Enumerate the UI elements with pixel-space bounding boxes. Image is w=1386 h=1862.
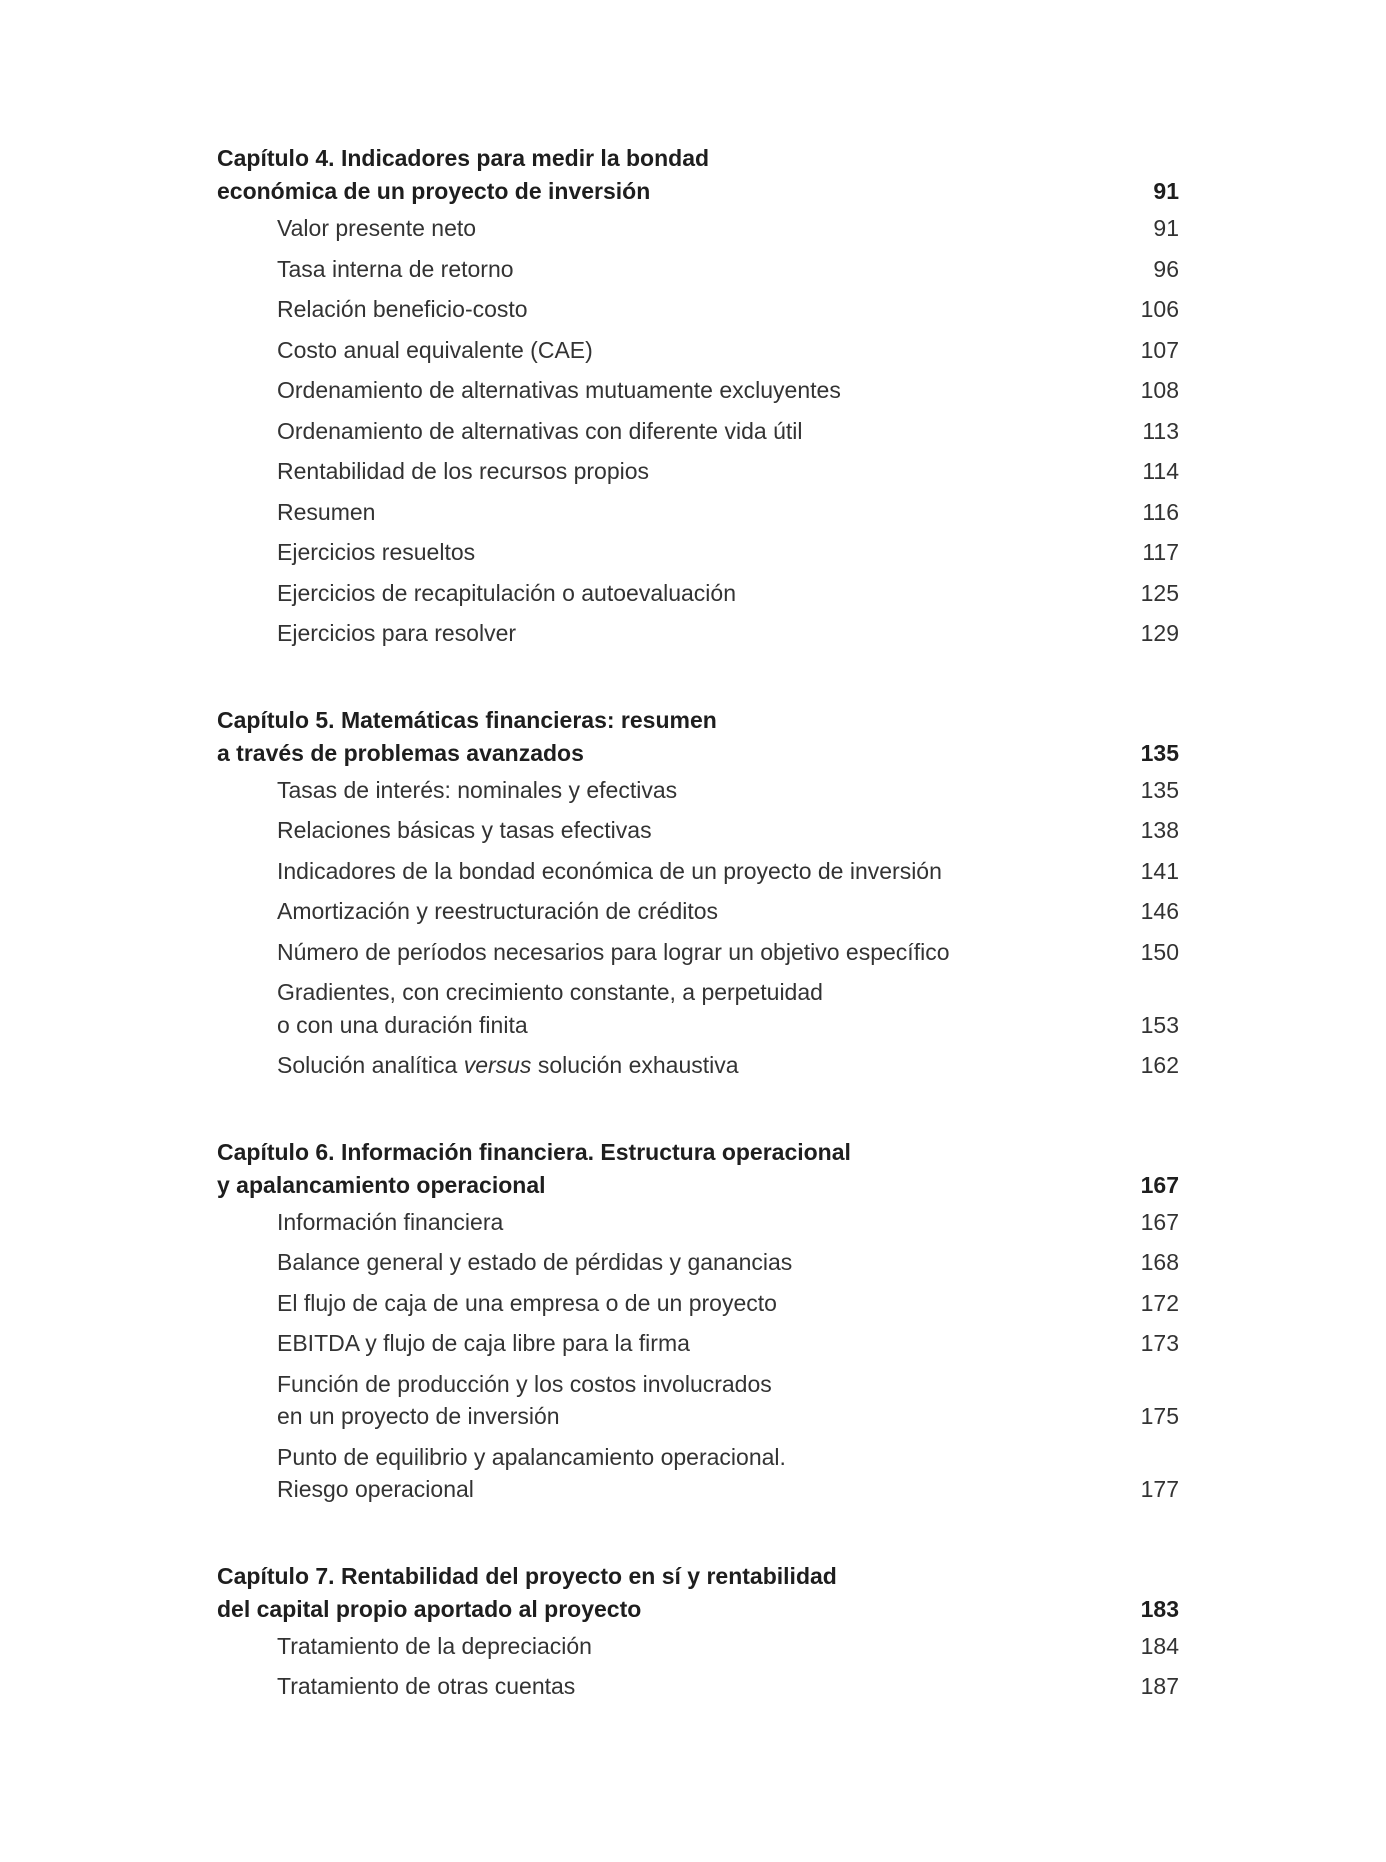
entry-page: 141 (1140, 857, 1179, 884)
entry-title (277, 1441, 1119, 1506)
entry-title-line2: o con una duración finita (277, 1011, 528, 1038)
chapter-page-number: 91 (1153, 178, 1179, 204)
entry-page: 184 (1140, 1632, 1179, 1659)
chapter-7 (217, 1560, 1179, 1703)
toc-entry[interactable] (217, 1670, 1179, 1703)
entry-page: 107 (1140, 336, 1179, 363)
entry-page: 116 (1142, 498, 1179, 525)
toc-entry[interactable] (217, 577, 1179, 610)
toc-entry[interactable] (217, 855, 1179, 888)
entry-page: 135 (1140, 776, 1179, 803)
toc-entry[interactable] (217, 415, 1179, 448)
chapter-title-line2: del capital propio aportado al proyecto (217, 1595, 642, 1622)
chapter-title-line1: Capítulo 4. Indicadores para medir la bondad (217, 145, 710, 171)
entry-title: Tasa interna de retorno (277, 255, 514, 282)
chapter-4 (217, 142, 1179, 650)
entry-title: Ejercicios resueltos (277, 539, 476, 565)
toc-entry[interactable] (217, 253, 1179, 286)
toc-entry[interactable] (217, 936, 1179, 969)
entry-page: 167 (1140, 1208, 1179, 1235)
entry-title: Ejercicios de recapitulación o autoevaluación (277, 579, 737, 606)
entry-list (217, 1206, 1179, 1506)
toc-entry[interactable] (217, 895, 1179, 928)
entry-title (277, 976, 1119, 1041)
toc-entry[interactable] (217, 455, 1179, 488)
toc-entry[interactable] (217, 976, 1179, 1041)
chapter-title-line1: Capítulo 6. Información financiera. Estructura operacional (217, 1138, 851, 1165)
entry-title: Balance general y estado de pérdidas y ganancias (277, 1249, 793, 1275)
toc-entry[interactable] (217, 496, 1179, 529)
toc-entry[interactable] (217, 536, 1179, 569)
chapter-title-line1: Capítulo 5. Matemáticas financieras: resumen (217, 706, 717, 733)
toc-entry[interactable] (217, 814, 1179, 847)
entry-title-line2: Riesgo operacional (277, 1476, 474, 1502)
entry-page: 162 (1140, 1052, 1179, 1078)
toc-entry[interactable] (217, 1368, 1179, 1433)
entry-page: 138 (1140, 817, 1179, 843)
chapter-5 (217, 704, 1179, 1082)
toc-entry[interactable] (217, 374, 1179, 407)
entry-page: 177 (1140, 1476, 1179, 1502)
entry-list (217, 774, 1179, 1082)
chapter-6 (217, 1136, 1179, 1506)
entry-title: Rentabilidad de los recursos propios (277, 458, 650, 484)
entry-title: Ejercicios para resolver (277, 620, 517, 646)
entry-title: Relación beneficio-costo (277, 296, 528, 322)
toc-entry[interactable] (217, 1049, 1179, 1082)
entry-title: EBITDA y flujo de caja libre para la firma (277, 1330, 690, 1356)
entry-page: 173 (1140, 1330, 1179, 1356)
entry-title-line2: en un proyecto de inversión (277, 1403, 560, 1429)
chapter-page-number: 135 (1140, 739, 1179, 766)
entry-title: Resumen (277, 498, 376, 525)
entry-title-pre: Solución analítica (277, 1052, 464, 1078)
chapter-page-number: 183 (1140, 1595, 1179, 1622)
entry-title (277, 1049, 1119, 1082)
entry-title: Tratamiento de otras cuentas (277, 1673, 576, 1699)
chapter-title-line2: a través de problemas avanzados (217, 739, 584, 766)
toc-entry[interactable] (217, 1630, 1179, 1663)
toc-entry[interactable] (217, 293, 1179, 326)
toc-entry[interactable] (217, 1441, 1179, 1506)
entry-page: 187 (1140, 1673, 1179, 1699)
toc-entry[interactable] (217, 212, 1179, 245)
entry-title (277, 1368, 1119, 1433)
entry-page: 113 (1142, 417, 1179, 444)
entry-title-line1: Punto de equilibrio y apalancamiento operacional. (277, 1443, 786, 1470)
chapter-heading (217, 142, 1179, 208)
chapter-title-line2: y apalancamiento operacional (217, 1171, 546, 1198)
entry-list (217, 1630, 1179, 1703)
entry-title-post: solución exhaustiva (531, 1052, 739, 1078)
entry-title: Tasas de interés: nominales y efectivas (277, 776, 678, 803)
chapter-heading (217, 1560, 1179, 1626)
entry-title: Indicadores de la bondad económica de un proyecto de inversión (277, 857, 942, 884)
entry-page: 150 (1140, 938, 1179, 965)
toc-entry[interactable] (217, 1246, 1179, 1279)
chapter-page-number: 167 (1140, 1171, 1179, 1198)
entry-list (217, 212, 1179, 650)
entry-title: Valor presente neto (277, 215, 477, 241)
entry-page: 117 (1142, 539, 1179, 565)
entry-page: 106 (1140, 296, 1179, 322)
chapter-heading (217, 1136, 1179, 1202)
chapter-heading (217, 704, 1179, 770)
entry-title: Ordenamiento de alternativas con diferente vida útil (277, 417, 803, 444)
entry-title: Tratamiento de la depreciación (277, 1632, 592, 1659)
entry-page: 114 (1142, 458, 1179, 484)
table-of-contents (217, 142, 1179, 1757)
entry-title-line1: Gradientes, con crecimiento constante, a perpetuidad (277, 979, 823, 1005)
entry-title: Información financiera (277, 1208, 504, 1235)
entry-page: 175 (1140, 1403, 1179, 1429)
entry-title: Costo anual equivalente (CAE) (277, 336, 593, 363)
entry-title: Relaciones básicas y tasas efectivas (277, 817, 652, 843)
entry-title-line1: Función de producción y los costos involucrados (277, 1370, 772, 1397)
entry-page: 108 (1140, 377, 1179, 403)
toc-entry[interactable] (217, 774, 1179, 807)
entry-page: 96 (1153, 255, 1179, 282)
entry-title: Ordenamiento de alternativas mutuamente excluyentes (277, 377, 841, 403)
entry-page: 168 (1140, 1249, 1179, 1275)
toc-entry[interactable] (217, 617, 1179, 650)
toc-entry[interactable] (217, 1287, 1179, 1320)
toc-entry[interactable] (217, 1206, 1179, 1239)
entry-title: Amortización y reestructuración de créditos (277, 898, 719, 924)
chapter-title-line2: económica de un proyecto de inversión (217, 178, 651, 204)
toc-entry[interactable] (217, 334, 1179, 367)
toc-entry[interactable] (217, 1327, 1179, 1360)
entry-page: 125 (1140, 579, 1179, 606)
entry-page: 129 (1140, 620, 1179, 646)
chapter-title-line1: Capítulo 7. Rentabilidad del proyecto en sí y rentabilidad (217, 1562, 837, 1589)
entry-page: 91 (1153, 215, 1179, 241)
entry-page: 172 (1140, 1289, 1179, 1316)
entry-page: 146 (1140, 898, 1179, 924)
entry-title: El flujo de caja de una empresa o de un proyecto (277, 1289, 777, 1316)
entry-title-italic: versus (463, 1052, 532, 1078)
entry-page: 153 (1140, 1011, 1179, 1038)
entry-title: Número de períodos necesarios para lograr un objetivo específico (277, 938, 950, 965)
